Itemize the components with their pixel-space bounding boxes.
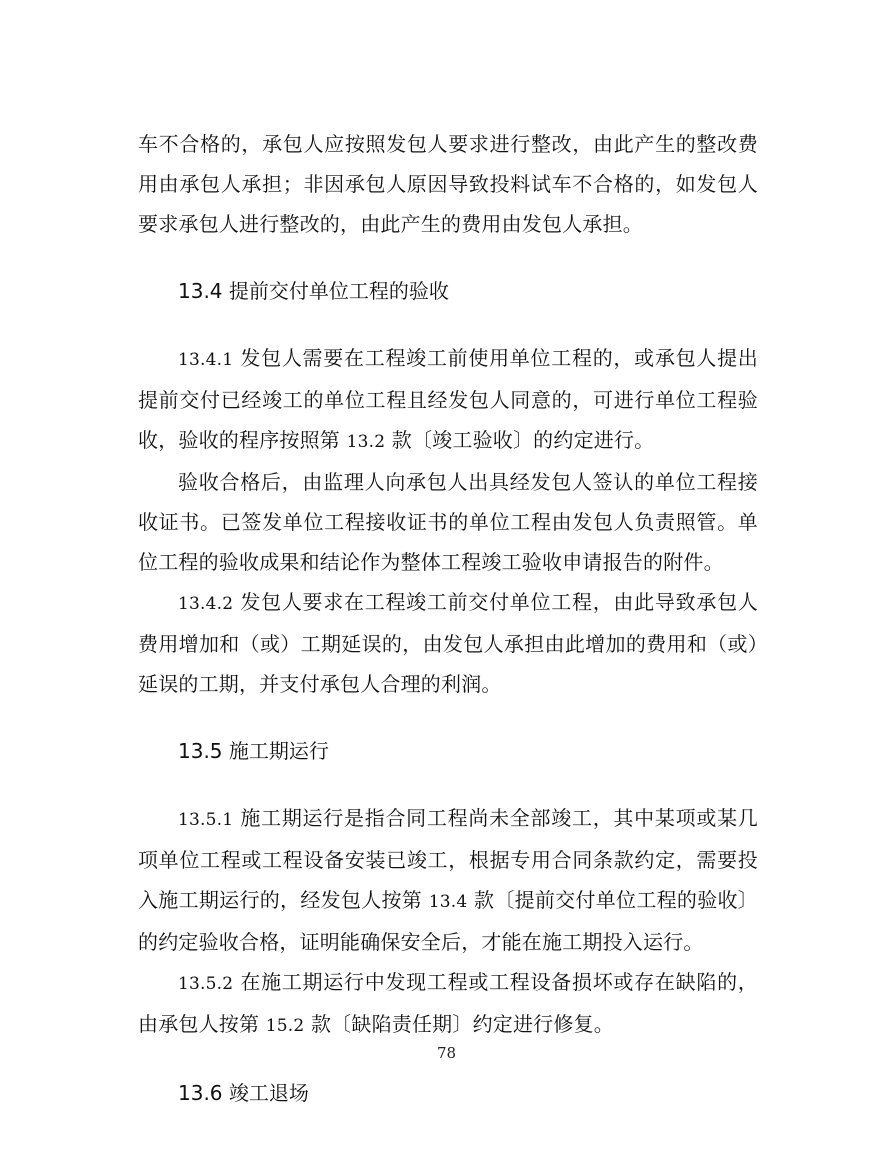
- clause-number: 13.5.2: [178, 974, 234, 994]
- paragraph-acceptance: 验收合格后，由监理人向承包人出具经发包人签认的单位工程接收证书。已签发单位工程接收证书的单位工程由发包人负责照管。单位工程的验收成果和结论作为整体工程竣工验收申请报告的附件。: [138, 470, 758, 574]
- document-body: [138, 124, 758, 1113]
- clause-text-tail: 款〔缺陷责任期〕约定进行修复。: [304, 1012, 614, 1036]
- clause-reference: 13.2: [346, 432, 386, 452]
- clause-text: 发包人要求在工程竣工前交付单位工程，由此导致承包人费用增加和（或）工期延误的，由发包人承担由此增加的费用和（或）延误的工期，并支付承包人合理的利润。: [138, 590, 758, 696]
- paragraph-13-4-1: [138, 338, 758, 462]
- clause-reference: 13.4: [428, 892, 468, 912]
- section-heading-13-5: 13.5 施工期运行: [178, 739, 329, 763]
- clause-number: 13.4.2: [178, 594, 234, 614]
- section-heading-13-4: 13.4 提前交付单位工程的验收: [178, 279, 449, 303]
- page-number: 78: [436, 1044, 457, 1062]
- clause-text-tail: 款〔提前交付单位工程的验收〕的约定验收合格，证明能确保安全后，才能在施工期投入运行。: [138, 888, 758, 954]
- clause-reference: 15.2: [265, 1016, 305, 1036]
- clause-text-tail: 款〔竣工验收〕的约定进行。: [385, 428, 655, 452]
- paragraph-13-4-2: [138, 582, 758, 704]
- section-heading-13-6: 13.6 竣工退场: [178, 1081, 309, 1105]
- paragraph-13-5-2: [138, 962, 758, 1046]
- clause-text: 发包人需要在工程竣工前使用单位工程的，或承包人提出提前交付已经竣工的单位工程且经发包人同意的，可进行单位工程验收，验收的程序按照第: [138, 346, 758, 452]
- clause-number: 13.4.1: [178, 350, 234, 370]
- clause-text: 施工期运行是指合同工程尚未全部竣工，其中某项或某几项单位工程或工程设备安装已竣工，根据专用合同条款约定，需要投入施工期运行的，经发包人按第: [138, 806, 758, 912]
- clause-text: 在施工期运行中发现工程或工程设备损坏或存在缺陷的，由承包人按第: [138, 970, 758, 1036]
- paragraph-13-5-1: [138, 798, 758, 962]
- paragraph-continuation: 车不合格的，承包人应按照发包人要求进行整改，由此产生的整改费用由承包人承担；非因承包人原因导致投料试车不合格的，如发包人要求承包人进行整改的，由此产生的费用由发包人承担。: [138, 132, 758, 236]
- clause-number: 13.5.1: [178, 810, 234, 830]
